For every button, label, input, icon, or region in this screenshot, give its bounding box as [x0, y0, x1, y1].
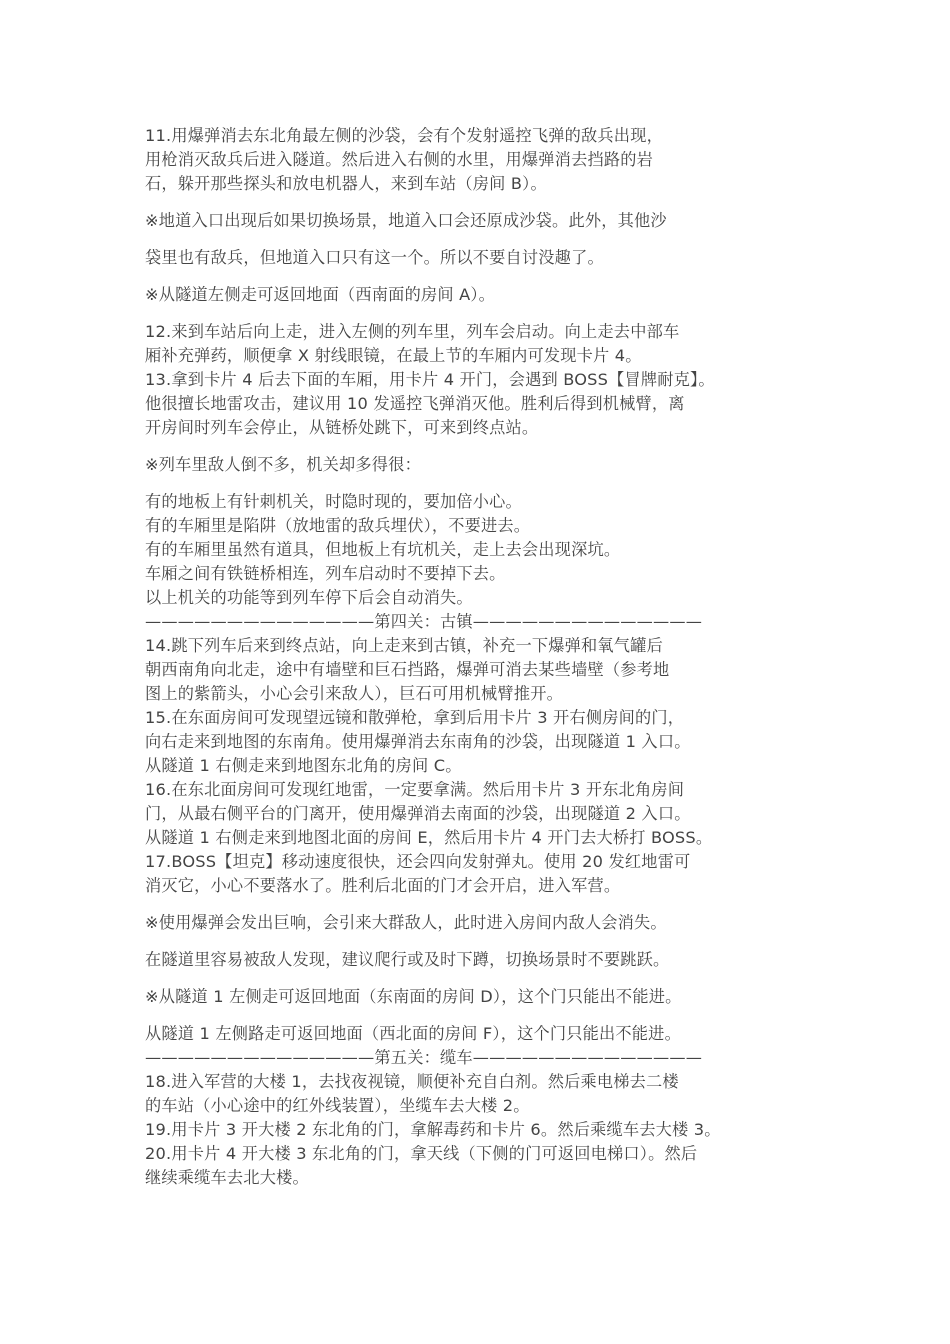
text-line: 17.BOSS【坦克】移动速度很快，还会四向发射弹丸。使用 20 发红地雷可: [145, 852, 691, 871]
text-line: 16.在东北面房间可发现红地雷，一定要拿满。然后用卡片 3 开东北角房间: [145, 780, 685, 799]
text-line: 在隧道里容易被敌人发现，建议爬行或及时下蹲，切换场景时不要跳跃。: [145, 950, 670, 969]
text-line: 他很擅长地雷攻击，建议用 10 发遥控飞弹消灭他。胜利后得到机械臂，离: [145, 394, 685, 413]
text-line: 门，从最右侧平台的门离开，使用爆弹消去南面的沙袋，出现隧道 2 入口。: [145, 804, 691, 823]
text-line: 13.拿到卡片 4 后去下面的车厢，用卡片 4 开门，会遇到 BOSS【冒牌耐克】。: [145, 370, 715, 389]
text-line: 厢补充弹药，顺便拿 X 射线眼镜，在最上节的车厢内可发现卡片 4。: [145, 346, 642, 365]
text-line: 有的车厢里虽然有道具，但地板上有坑机关，走上去会出现深坑。: [145, 540, 621, 559]
text-line: 车厢之间有铁链桥相连，列车启动时不要掉下去。: [145, 564, 506, 583]
text-line: 石，躲开那些探头和放电机器人，来到车站（房间 B）。: [145, 174, 547, 193]
note-line: ※地道入口出现后如果切换场景，地道入口会还原成沙袋。此外，其他沙: [145, 211, 667, 230]
text-line: 从隧道 1 左侧路走可返回地面（西北面的房间 F），这个门只能出不能进。: [145, 1024, 681, 1043]
text-line: 有的地板上有针刺机关，时隐时现的，要加倍小心。: [145, 492, 522, 511]
text-line: 从隧道 1 右侧走来到地图北面的房间 E，然后用卡片 4 开门去大桥打 BOSS。: [145, 828, 713, 847]
note-line: ※从隧道 1 左侧走可返回地面（东南面的房间 D），这个门只能出不能进。: [145, 987, 682, 1006]
text-line: 的车站（小心途中的红外线装置），坐缆车去大楼 2。: [145, 1096, 530, 1115]
text-line: 11.用爆弹消去东北角最左侧的沙袋，会有个发射遥控飞弹的敌兵出现，: [145, 126, 663, 145]
chapter-divider: ——————————————第五关：缆车——————————————: [145, 1048, 703, 1067]
text-line: 20.用卡片 4 开大楼 3 东北角的门，拿天线（下侧的门可返回电梯口）。然后: [145, 1144, 698, 1163]
text-line: 从隧道 1 右侧走来到地图东北角的房间 C。: [145, 756, 462, 775]
text-line: 以上机关的功能等到列车停下后会自动消失。: [145, 588, 473, 607]
note-line: ※列车里敌人倒不多，机关却多得很：: [145, 455, 421, 474]
text-line: 图上的紫箭头，小心会引来敌人），巨石可用机械臂推开。: [145, 684, 563, 703]
text-line: 继续乘缆车去北大楼。: [145, 1168, 309, 1187]
note-line: ※从隧道左侧走可返回地面（西南面的房间 A）。: [145, 285, 496, 304]
text-line: 开房间时列车会停止，从链桥处跳下，可来到终点站。: [145, 418, 539, 437]
note-line: 袋里也有敌兵，但地道入口只有这一个。所以不要自讨没趣了。: [145, 248, 604, 267]
text-line: 朝西南角向北走，途中有墙壁和巨石挡路，爆弹可消去某些墙壁（参考地: [145, 660, 670, 679]
text-line: 19.用卡片 3 开大楼 2 东北角的门，拿解毒药和卡片 6。然后乘缆车去大楼 3。: [145, 1120, 721, 1139]
note-line: ※使用爆弹会发出巨响，会引来大群敌人，此时进入房间内敌人会消失。: [145, 913, 667, 932]
text-line: 15.在东面房间可发现望远镜和散弹枪，拿到后用卡片 3 开右侧房间的门，: [145, 708, 685, 727]
walkthrough-text: [145, 124, 825, 1190]
chapter-divider: ——————————————第四关：古镇——————————————: [145, 612, 703, 631]
text-line: 14.跳下列车后来到终点站，向上走来到古镇，补充一下爆弹和氧气罐后: [145, 636, 663, 655]
text-line: 消灭它，小心不要落水了。胜利后北面的门才会开启，进入军营。: [145, 876, 621, 895]
text-line: 12.来到车站后向上走，进入左侧的列车里，列车会启动。向上走去中部车: [145, 322, 680, 341]
text-line: 用枪消灭敌兵后进入隧道。然后进入右侧的水里，用爆弹消去挡路的岩: [145, 150, 654, 169]
text-line: 向右走来到地图的东南角。使用爆弹消去东南角的沙袋，出现隧道 1 入口。: [145, 732, 691, 751]
text-line: 有的车厢里是陷阱（放地雷的敌兵埋伏），不要进去。: [145, 516, 531, 535]
text-line: 18.进入军营的大楼 1，去找夜视镜，顺便补充自白剂。然后乘电梯去二楼: [145, 1072, 679, 1091]
